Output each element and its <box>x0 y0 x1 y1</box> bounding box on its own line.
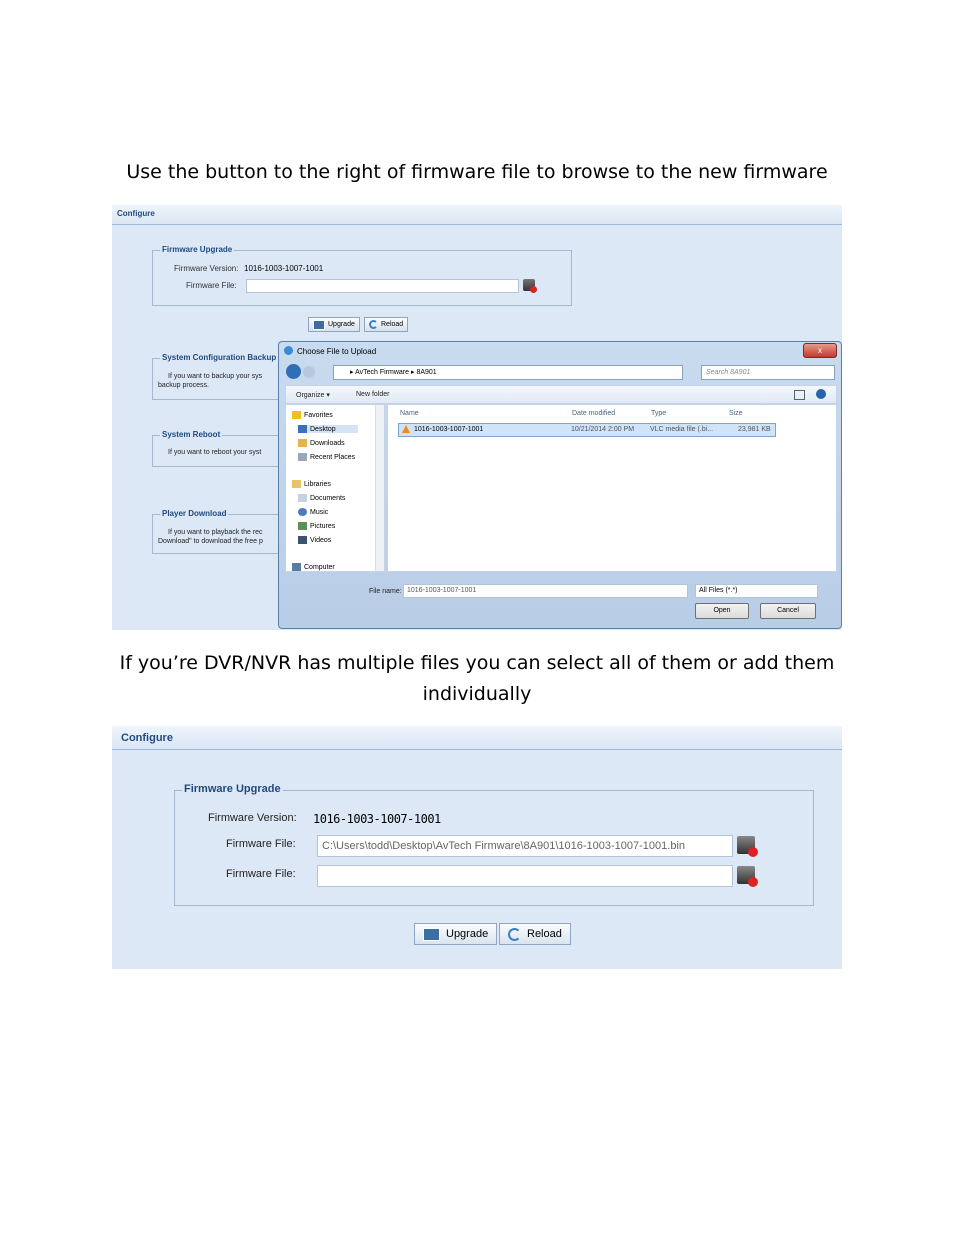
computer-icon <box>292 563 301 571</box>
dialog-title: Choose File to Upload <box>297 347 377 356</box>
nav-music[interactable] <box>298 508 328 516</box>
nav-libraries[interactable] <box>292 480 331 488</box>
nav-label: Pictures <box>310 522 336 530</box>
screenshot-configure-multiple <box>112 726 842 969</box>
column-date-modified[interactable]: Date modified <box>572 410 616 417</box>
reload-button-label-2: Reload <box>527 928 562 940</box>
browse-file-icon[interactable] <box>523 279 535 291</box>
nav-pictures[interactable] <box>298 522 335 530</box>
back-arrow-icon[interactable] <box>286 364 301 379</box>
nav-label: Favorites <box>304 411 333 419</box>
choose-file-dialog <box>278 341 842 629</box>
forward-arrow-icon[interactable] <box>303 366 315 378</box>
upgrade-button-label-2: Upgrade <box>446 928 489 940</box>
breadcrumb-avtech[interactable]: AvTech Firmware <box>355 369 410 376</box>
file-name: 1016-1003-1007-1001 <box>414 426 484 433</box>
file-name-value: 1016-1003-1007-1001 <box>407 587 477 594</box>
help-icon[interactable] <box>816 389 826 399</box>
firmware-version-label-2: Firmware Version: <box>208 812 297 824</box>
file-name-label: File name: <box>369 588 402 595</box>
upgrade-button-2[interactable] <box>414 923 497 945</box>
player-download-legend: Player Download <box>162 509 227 518</box>
system-reboot-legend: System Reboot <box>162 430 221 439</box>
nav-favorites[interactable] <box>292 411 333 419</box>
system-backup-legend: System Configuration Backup <box>162 353 277 362</box>
file-type-value: All Files (*.*) <box>699 587 738 594</box>
organize-button[interactable]: Organize ▾ <box>296 392 330 399</box>
upgrade-button[interactable] <box>308 317 360 332</box>
nav-desktop[interactable] <box>298 425 358 433</box>
nav-label: Recent Places <box>310 453 356 461</box>
pictures-icon <box>298 522 307 530</box>
player-download-fieldset <box>152 509 294 554</box>
column-name[interactable]: Name <box>400 410 419 417</box>
configure-title-2: Configure <box>121 732 173 744</box>
firmware-file-input[interactable] <box>246 279 519 293</box>
system-reboot-text: If you want to reboot your syst <box>168 449 262 456</box>
reload-button-label: Reload <box>381 321 404 328</box>
file-type: VLC media file (.bi... <box>650 426 714 433</box>
nav-label: Music <box>310 508 329 516</box>
dialog-toolbar <box>285 385 837 404</box>
firmware-version-value-2: 1016-1003-1007-1001 <box>313 812 441 826</box>
upgrade-icon-2 <box>423 928 440 941</box>
firmware-file-value-2a: C:\Users\todd\Desktop\AvTech Firmware\8A901\1016-1003-1007-1001.bin <box>322 840 685 852</box>
firmware-file-label-2b: Firmware File: <box>226 868 296 880</box>
firmware-version-value: 1016-1003-1007-1001 <box>244 264 324 273</box>
nav-videos[interactable] <box>298 536 331 544</box>
search-placeholder: Search 8A901 <box>706 369 751 376</box>
firmware-file-input-2a[interactable] <box>317 835 733 857</box>
nav-label: Desktop <box>310 425 336 433</box>
nav-downloads[interactable] <box>298 439 345 447</box>
desktop-icon <box>298 425 307 433</box>
upgrade-button-label: Upgrade <box>328 321 355 328</box>
caption-multiple-files: If you’re DVR/NVR has multiple files you can select all of them or add them individually <box>119 652 835 705</box>
system-backup-fieldset <box>152 353 294 400</box>
nav-computer[interactable] <box>292 563 335 571</box>
file-list-pane <box>387 404 837 572</box>
firmware-upgrade-fieldset-2 <box>174 783 814 906</box>
file-row[interactable] <box>398 423 776 437</box>
dialog-bottom <box>285 574 835 622</box>
reload-button[interactable] <box>364 317 408 332</box>
downloads-icon <box>298 439 307 447</box>
caption-browse: Use the button to the right of firmware file to browse to the new firmware <box>126 161 828 183</box>
nav-label: Libraries <box>304 480 331 488</box>
browser-icon <box>284 346 293 355</box>
reload-icon-2 <box>508 928 521 941</box>
videos-icon <box>298 536 307 544</box>
cancel-button[interactable]: Cancel <box>760 603 816 619</box>
nav-recent-places[interactable] <box>298 453 355 461</box>
file-date: 10/21/2014 2:00 PM <box>571 426 635 433</box>
path-sep-2: ▸ <box>409 369 417 376</box>
documents-icon <box>298 494 307 502</box>
column-size[interactable]: Size <box>729 410 743 417</box>
path-sep: ▸ <box>350 369 356 376</box>
reload-button-2[interactable] <box>499 923 571 945</box>
firmware-file-label: Firmware File: <box>186 281 237 290</box>
system-backup-text: If you want to backup your sys <box>168 373 263 380</box>
firmware-upgrade-fieldset <box>152 245 572 306</box>
new-folder-button[interactable]: New folder <box>356 391 390 398</box>
column-type[interactable]: Type <box>651 410 667 417</box>
breadcrumb-8a901[interactable]: 8A901 <box>416 369 437 376</box>
star-icon <box>292 411 301 419</box>
file-type-select[interactable] <box>695 584 818 598</box>
player-download-text-2: Download" to download the free p <box>158 538 263 545</box>
browse-file-icon-2a[interactable] <box>737 836 755 854</box>
navigation-bar <box>285 364 835 380</box>
nav-label: Videos <box>310 536 332 544</box>
nav-documents[interactable] <box>298 494 345 502</box>
reload-icon <box>369 320 378 329</box>
preview-pane-icon[interactable] <box>794 390 805 400</box>
vlc-file-icon <box>402 425 410 435</box>
screenshot-configure-dialog <box>112 205 842 630</box>
music-icon <box>298 508 307 516</box>
libraries-icon <box>292 480 301 488</box>
upgrade-icon <box>313 320 325 330</box>
system-backup-text-2: backup process. <box>158 382 209 389</box>
navigation-pane <box>285 404 385 572</box>
nav-scrollbar[interactable] <box>375 405 384 571</box>
firmware-upgrade-legend: Firmware Upgrade <box>162 245 233 254</box>
configure-title: Configure <box>117 209 155 218</box>
file-size: 23,981 KB <box>738 426 771 433</box>
firmware-upgrade-legend-2: Firmware Upgrade <box>184 783 281 795</box>
configure-header-2 <box>112 726 842 750</box>
recent-places-icon <box>298 453 307 461</box>
firmware-version-label: Firmware Version: <box>174 264 239 273</box>
firmware-file-input-2b[interactable] <box>317 865 733 887</box>
nav-label: Documents <box>310 494 346 502</box>
browse-file-icon-2b[interactable] <box>737 866 755 884</box>
address-bar[interactable] <box>333 365 683 380</box>
close-button[interactable]: x <box>803 343 837 358</box>
nav-label: Downloads <box>310 439 345 447</box>
open-button[interactable]: Open <box>695 603 749 619</box>
file-name-input[interactable] <box>403 584 688 598</box>
player-download-text: If you want to playback the rec <box>168 529 263 536</box>
nav-label: Computer <box>304 563 335 571</box>
system-reboot-fieldset <box>152 430 294 467</box>
search-input[interactable] <box>701 365 835 380</box>
configure-header <box>112 205 842 225</box>
firmware-file-label-2a: Firmware File: <box>226 838 296 850</box>
